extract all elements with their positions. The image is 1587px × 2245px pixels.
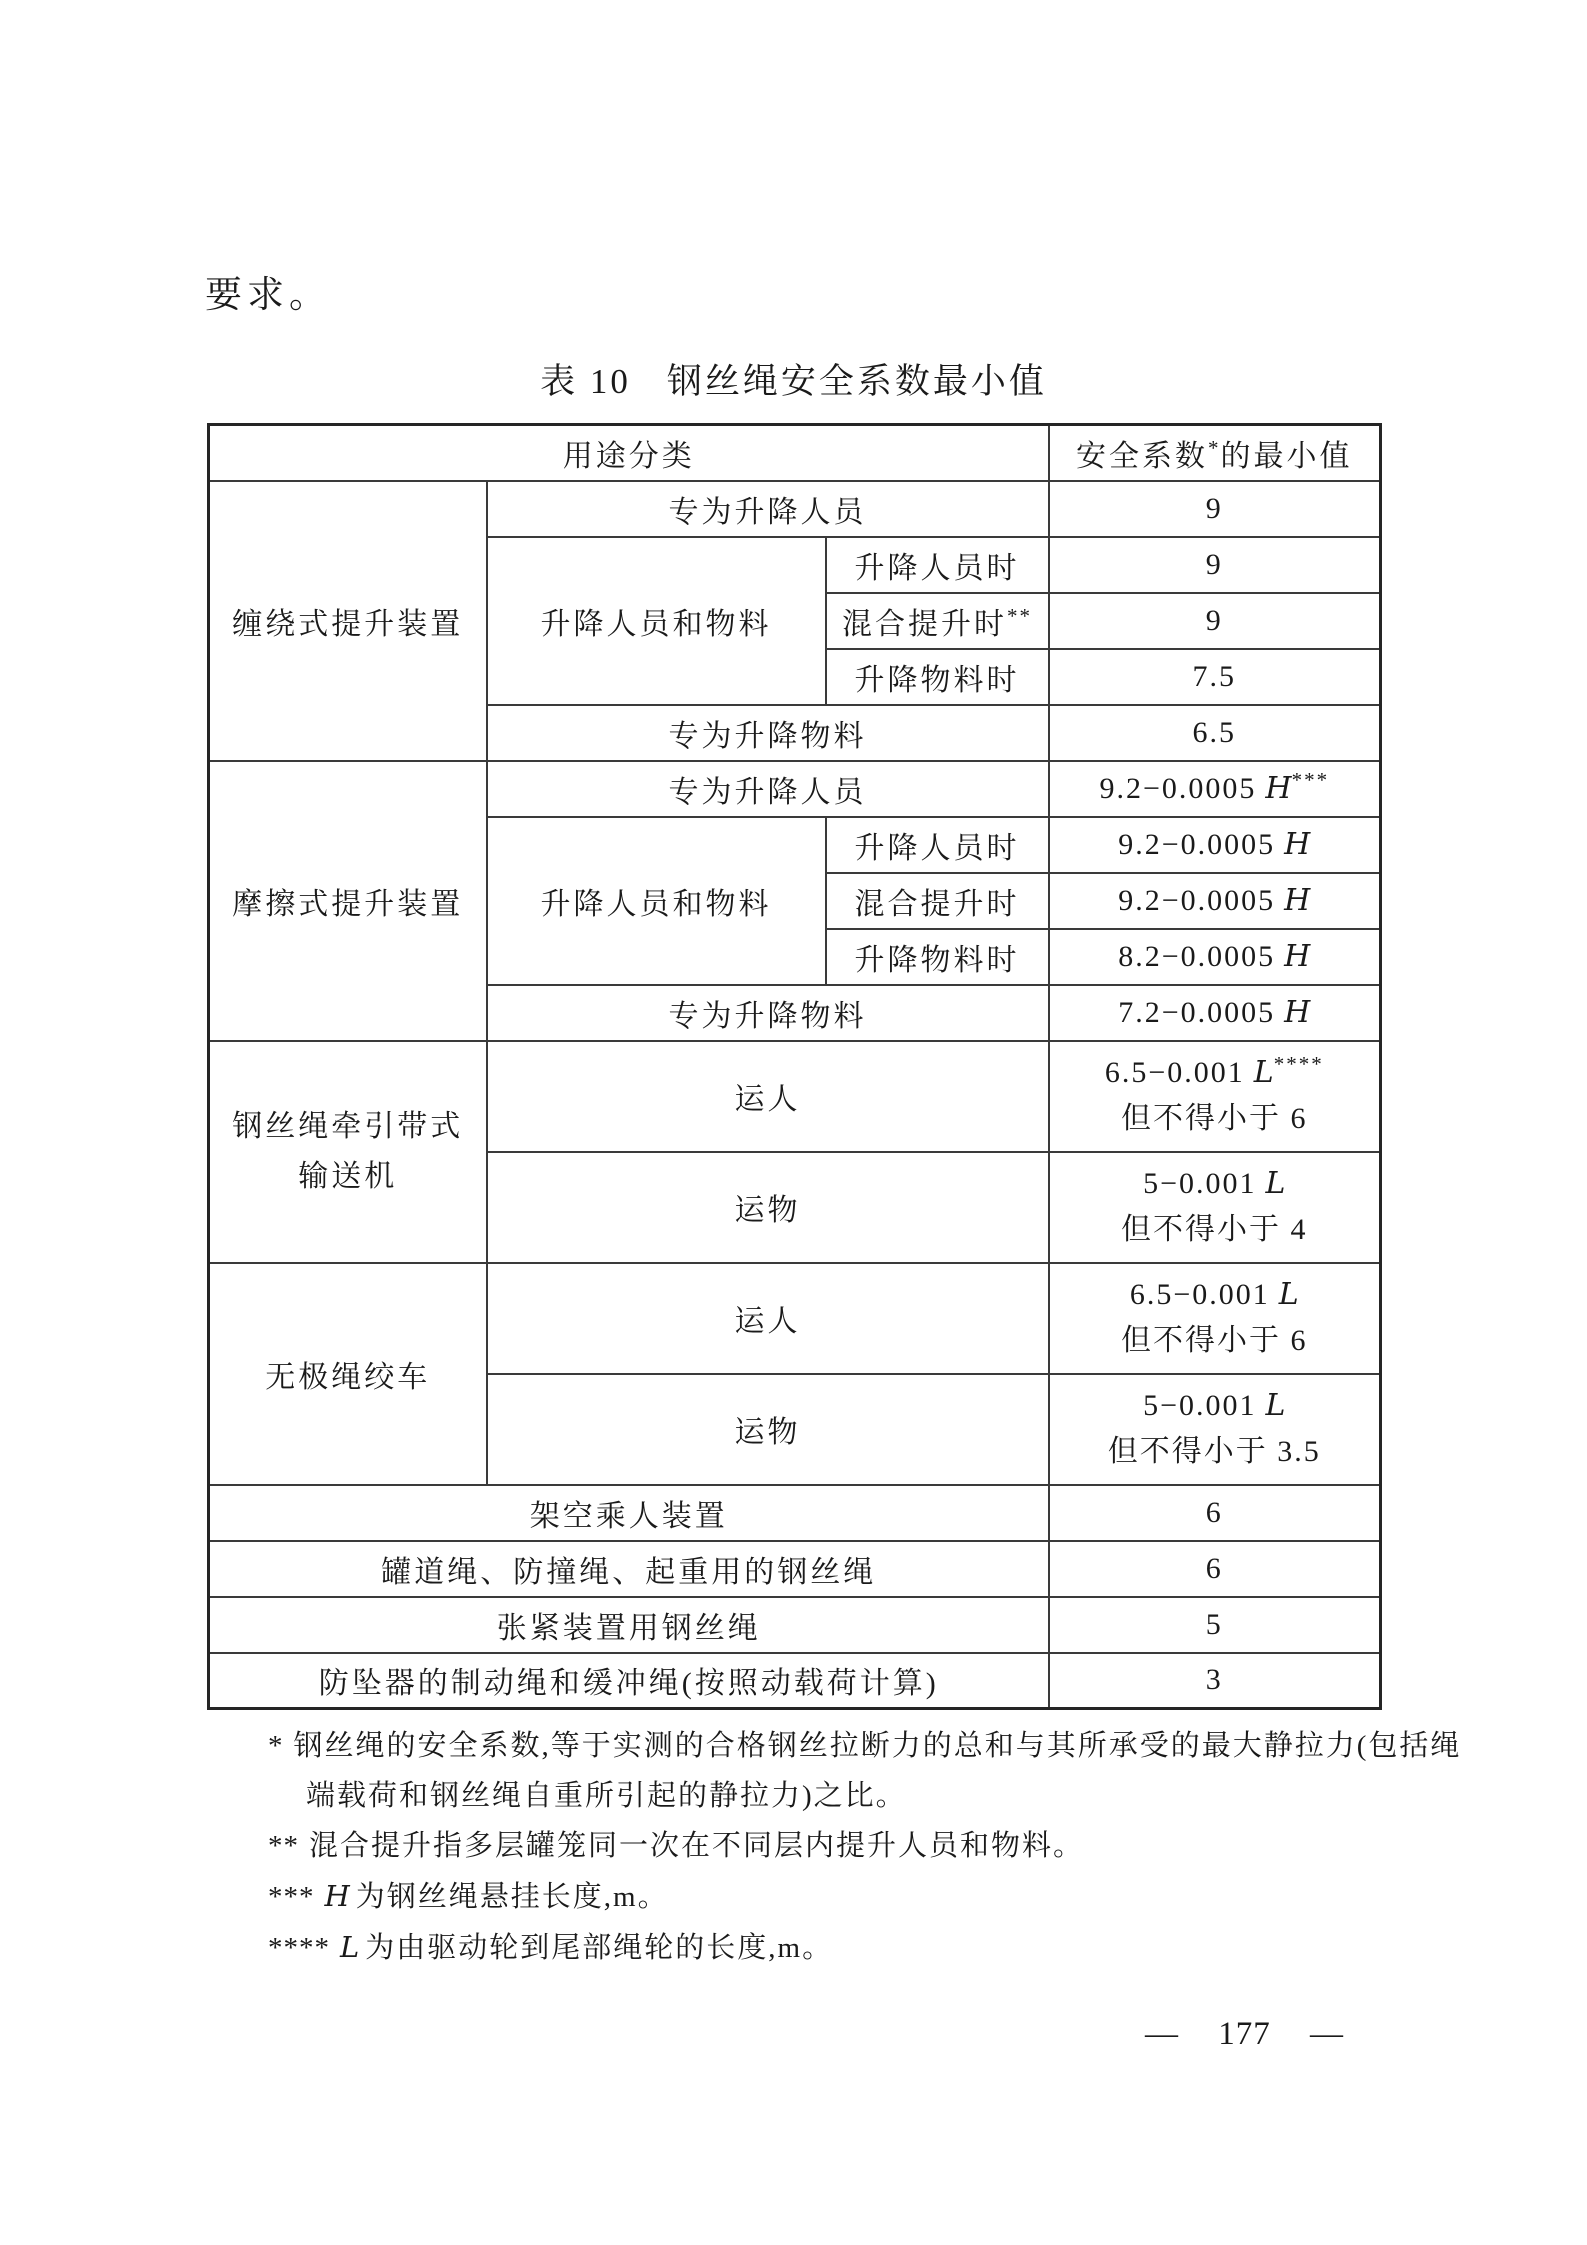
header-value-cell (1049, 425, 1381, 481)
condition-text: 升降物料时 (854, 943, 1020, 977)
table-row (209, 1263, 1381, 1374)
condition-text: 升降物料时 (854, 663, 1020, 697)
header-value-suffix: 的最小值 (1220, 439, 1353, 473)
value-cell (1049, 1653, 1381, 1709)
value-number: 5−0.001 (1143, 1389, 1257, 1422)
table-row (209, 1653, 1381, 1709)
table-row (209, 761, 1381, 817)
value-number: 6 (1205, 1551, 1223, 1585)
condition-cell (826, 929, 1049, 985)
usage-cell: 张紧装置用钢丝绳 (209, 1597, 1049, 1653)
value-number: 5 (1205, 1607, 1223, 1641)
device-cell-winding: 缠绕式提升装置 (209, 481, 487, 761)
value-number: 9.2−0.0005 (1099, 771, 1257, 805)
usage-cell: 专为升降人员 (487, 761, 1049, 817)
value-variable: H (1284, 938, 1311, 974)
table-row (209, 1041, 1381, 1152)
value-cell (1049, 817, 1381, 873)
device-cell-friction: 摩擦式提升装置 (209, 761, 487, 1041)
footnote-variable: H (324, 1879, 350, 1913)
footnote-continuation (306, 1778, 1398, 1814)
value-variable: H (1284, 994, 1311, 1030)
footnote-text: 为由驱动轮到尾部绳轮的长度,m。 (365, 1932, 834, 1964)
footnote-text: 钢丝绳的安全系数,等于实测的合格钢丝拉断力的总和与其所承受的最大静拉力(包括绳 (293, 1730, 1462, 1762)
value-cell (1049, 1541, 1381, 1597)
value-cell (1049, 1374, 1381, 1485)
table-row (209, 481, 1381, 537)
value-number: 9 (1205, 491, 1223, 525)
footnote-text: 混合提升指多层罐笼同一次在不同层内提升人员和物料。 (309, 1830, 1085, 1862)
value-number: 6.5 (1192, 715, 1237, 749)
condition-cell (826, 537, 1049, 593)
condition-star: ** (1007, 603, 1032, 628)
value-cell (1049, 481, 1381, 537)
usage-cell: 专为升降物料 (487, 705, 1049, 761)
condition-cell (826, 649, 1049, 705)
table-title (0, 354, 1587, 404)
usage-cell: 架空乘人装置 (209, 1485, 1049, 1541)
value-cell (1049, 1041, 1381, 1152)
value-variable: H (1284, 826, 1311, 862)
usage-cell: 升降人员和物料 (487, 537, 826, 705)
table-title-prefix: 表 10 (540, 362, 631, 401)
value-number: 8.2−0.0005 (1118, 939, 1276, 973)
value-cell (1049, 649, 1381, 705)
value-number: 6.5−0.001 (1129, 1278, 1270, 1311)
condition-text: 升降人员时 (854, 551, 1020, 585)
value-cell (1049, 593, 1381, 649)
condition-text: 混合提升时 (854, 887, 1020, 921)
value-variable: L (1278, 1277, 1299, 1312)
safety-factor-table (207, 423, 1382, 1710)
value-number: 9.2−0.0005 (1118, 883, 1276, 917)
value-cell (1049, 1485, 1381, 1541)
value-cell (1049, 1152, 1381, 1263)
usage-cell: 运人 (487, 1263, 1049, 1374)
device-cell-belt-conveyor (209, 1041, 487, 1263)
condition-cell (826, 817, 1049, 873)
value-star: **** (1273, 1052, 1324, 1076)
footnote-text: 端载荷和钢丝绳自重所引起的静拉力)之比。 (306, 1780, 907, 1812)
footnote-marker: ** (268, 1830, 299, 1862)
device-name-line2: 输送机 (298, 1159, 398, 1193)
footnote (268, 1878, 1398, 1915)
value-cell (1049, 705, 1381, 761)
header-usage-cell: 用途分类 (209, 425, 1049, 481)
usage-cell: 防坠器的制动绳和缓冲绳(按照动载荷计算) (209, 1653, 1049, 1709)
footnotes (268, 1728, 1462, 1980)
table-row (209, 1541, 1381, 1597)
value-number: 9.2−0.0005 (1118, 827, 1276, 861)
condition-cell (826, 873, 1049, 929)
value-variable: L (1265, 1166, 1286, 1201)
condition-cell (826, 593, 1049, 649)
value-cell (1049, 1263, 1381, 1374)
value-note: 但不得小于 6 (1121, 1102, 1308, 1135)
value-number: 9 (1205, 603, 1223, 637)
value-variable: L (1253, 1055, 1274, 1090)
usage-cell: 罐道绳、防撞绳、起重用的钢丝绳 (209, 1541, 1049, 1597)
value-number: 9 (1205, 547, 1223, 581)
footnote (268, 1728, 1462, 1764)
usage-cell: 运物 (487, 1152, 1049, 1263)
value-cell (1049, 929, 1381, 985)
value-number: 7.2−0.0005 (1118, 995, 1276, 1029)
condition-text: 混合提升时 (842, 607, 1007, 641)
usage-cell: 升降人员和物料 (487, 817, 826, 985)
value-star: *** (1291, 767, 1330, 792)
table-title-main: 钢丝绳安全系数最小值 (666, 362, 1047, 401)
usage-cell: 专为升降物料 (487, 985, 1049, 1041)
value-cell (1049, 873, 1381, 929)
footnote (268, 1929, 1398, 1966)
value-cell (1049, 985, 1381, 1041)
value-number: 6 (1205, 1495, 1223, 1529)
value-note: 但不得小于 6 (1121, 1324, 1308, 1357)
value-number: 6.5−0.001 (1104, 1056, 1245, 1089)
value-cell (1049, 537, 1381, 593)
value-note: 但不得小于 4 (1121, 1213, 1308, 1246)
table-row (209, 1485, 1381, 1541)
page-number: — 177 — (1145, 2016, 1344, 2052)
footnote-text: 为钢丝绳悬挂长度,m。 (355, 1881, 669, 1913)
footnote-marker: *** (268, 1881, 315, 1913)
value-note: 但不得小于 3.5 (1107, 1435, 1321, 1468)
value-variable: H (1284, 882, 1311, 918)
body-text: 要求。 (205, 275, 331, 316)
value-cell (1049, 1597, 1381, 1653)
usage-cell: 运人 (487, 1041, 1049, 1152)
condition-text: 升降人员时 (854, 831, 1020, 865)
footnote (268, 1828, 1398, 1864)
footnote-variable: L (340, 1930, 360, 1964)
footnote-marker: * (268, 1730, 284, 1762)
value-number: 5−0.001 (1143, 1167, 1257, 1200)
table-header-row (209, 425, 1381, 481)
header-value-text: 安全系数 (1076, 439, 1209, 473)
device-name-line1: 钢丝绳牵引带式 (232, 1109, 464, 1143)
value-variable: H (1265, 770, 1292, 806)
value-number: 7.5 (1192, 659, 1237, 693)
usage-cell: 专为升降人员 (487, 481, 1049, 537)
value-number: 3 (1205, 1663, 1223, 1697)
value-variable: L (1265, 1388, 1286, 1423)
value-cell (1049, 761, 1381, 817)
table-row (209, 1597, 1381, 1653)
usage-cell: 运物 (487, 1374, 1049, 1485)
footnote-marker: **** (268, 1932, 330, 1964)
device-cell-endless-rope-winch: 无极绳绞车 (209, 1263, 487, 1485)
header-value-star: * (1208, 435, 1221, 460)
